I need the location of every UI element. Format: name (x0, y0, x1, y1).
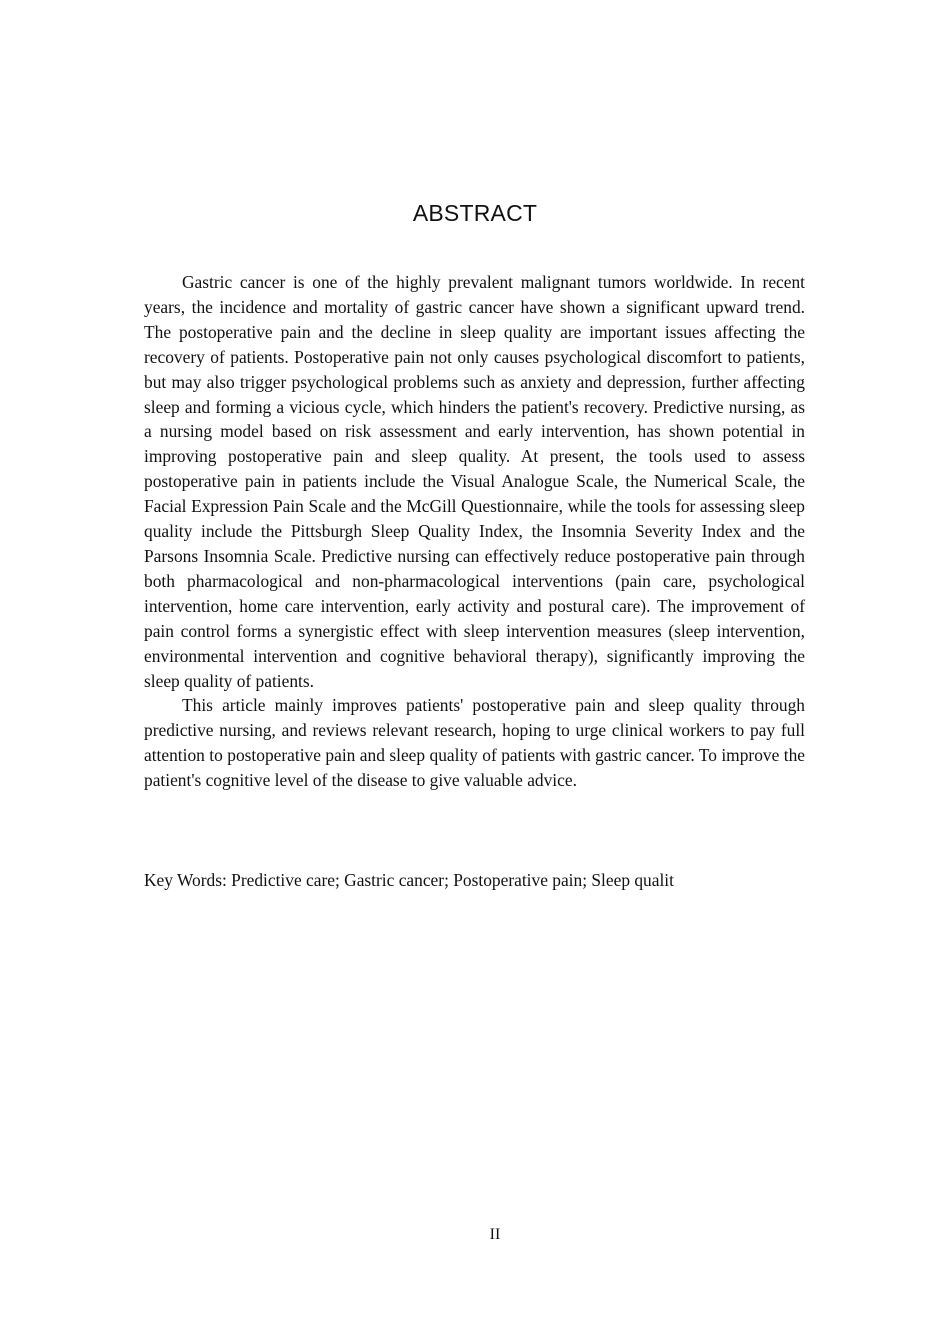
keywords-line: Key Words: Predictive care; Gastric cancer; Postoperative pain; Sleep qualit (144, 870, 674, 890)
abstract-body (144, 270, 805, 793)
page-number: II (489, 1226, 501, 1243)
abstract-title: ABSTRACT (412, 200, 538, 226)
abstract-paragraph-2: This article mainly improves patients' postoperative pain and sleep quality through predictive nursing, and reviews relevant research, hoping to urge clinical workers to pay full attention to postoperative pain and sleep quality of patients with gastric cancer. To improve the patient's cognitive level of the disease to give valuable advice. (144, 695, 805, 791)
abstract-paragraph-1: Gastric cancer is one of the highly prevalent malignant tumors worldwide. In recent years, the incidence and mortality of gastric cancer have shown a significant upward trend. The postoperative pain and the decline in sleep quality are important issues affecting the recovery of patients. Postoperative pain not only causes psychological discomfort to patients, but may also trigger psychological problems such as anxiety and depression, further affecting sleep and forming a vicious cycle, which hinders the patient's recovery. Predictive nursing, as a nursing model based on risk assessment and early intervention, has shown potential in improving postoperative pain and sleep quality. At present, the tools used to assess postoperative pain in patients include the Visual Analogue Scale, the Numerical Scale, the Facial Expression Pain Scale and the McGill Questionnaire, while the tools for assessing sleep quality include the Pittsburgh Sleep Quality Index, the Insomnia Severity Index and the Parsons Insomnia Scale. Predictive nursing can effectively reduce postoperative pain through both pharmacological and non-pharmacological interventions (pain care, psychological intervention, home care intervention, early activity and postural care). The improvement of pain control forms a synergistic effect with sleep intervention measures (sleep intervention, environmental intervention and cognitive behavioral therapy), significantly improving the sleep quality of patients. (144, 272, 805, 691)
